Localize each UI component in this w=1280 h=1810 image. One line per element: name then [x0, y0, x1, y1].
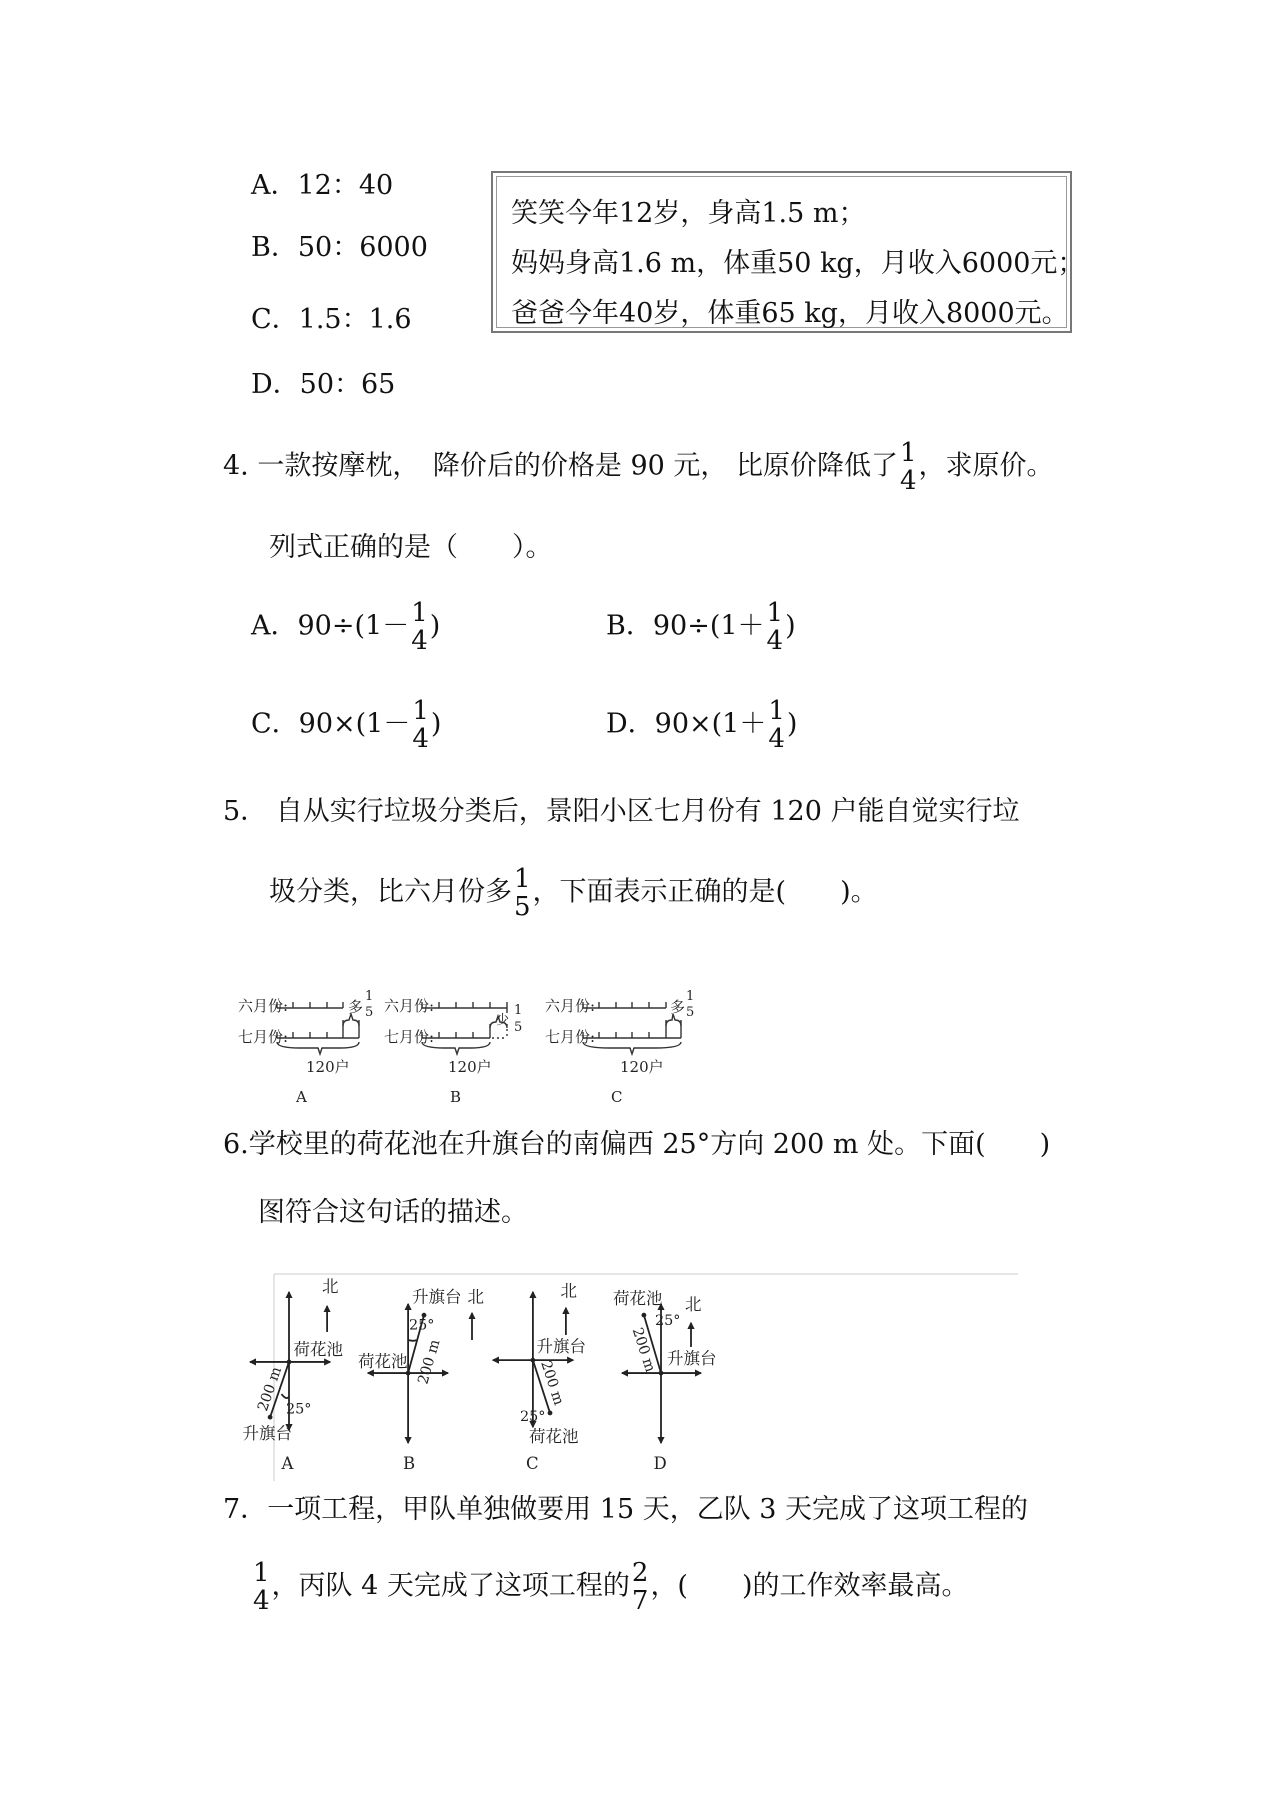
q3-option-b: B．50：6000 — [251, 232, 428, 263]
flag-label: 升旗台 — [536, 1337, 586, 1357]
july-label: 七月份: — [384, 1028, 435, 1046]
frac-den: 5 — [686, 1005, 695, 1020]
option-letter: C — [526, 1454, 539, 1474]
q5-diagram-c — [583, 1002, 681, 1054]
info-line: 爸爸今年40岁，体重65 kg，月收入8000元。 — [511, 298, 1069, 329]
july-label: 七月份: — [545, 1028, 596, 1046]
distance-label: 200 m — [537, 1358, 567, 1408]
option-letter: B — [450, 1088, 462, 1106]
q4-line2: 列式正确的是（ ）。 — [269, 532, 553, 563]
option-letter: D — [653, 1454, 667, 1474]
frac-num: 1 — [514, 1003, 523, 1018]
q6-line2: 图符合这句话的描述。 — [258, 1197, 528, 1228]
less-label: 少 — [496, 1013, 510, 1028]
q7-line1: 7．一项工程，甲队单独做要用 15 天，乙队 3 天完成了这项工程的 — [223, 1494, 1029, 1525]
q7-line2: 1 4 ，丙队 4 天完成了这项工程的 2 7 ，( )的工作效率最高。 — [253, 1558, 969, 1616]
q4-option-b: B．90÷(1＋ 1 4 ) — [606, 598, 796, 656]
more-label: 多 — [670, 998, 686, 1016]
frac-den: 5 — [365, 1005, 374, 1020]
q6-diagrams — [220, 1250, 1120, 1500]
north-label: 北 — [467, 1287, 484, 1307]
june-label: 六月份: — [238, 997, 289, 1015]
pond-label: 荷花池 — [529, 1427, 579, 1447]
fraction: 1 4 — [899, 438, 917, 496]
distance-label: 200 m — [255, 1364, 286, 1414]
flag-label: 升旗台 — [242, 1424, 292, 1444]
q3-option-d: D．50：65 — [251, 369, 396, 400]
q4-text-end: ，求原价。 — [918, 450, 1054, 482]
q3-info-box — [491, 171, 1085, 333]
frac-num: 1 — [365, 989, 374, 1004]
q3-option-a: A．12：40 — [251, 170, 394, 201]
flag-label: 升旗台 — [667, 1349, 717, 1369]
option-letter: C — [611, 1088, 623, 1106]
total-label: 120户 — [306, 1058, 350, 1076]
more-label: 多 — [348, 998, 364, 1016]
north-label: 北 — [560, 1281, 577, 1301]
question-number: 4. — [223, 450, 249, 482]
frac-den: 5 — [514, 1020, 523, 1035]
q5-diagram-set — [200, 960, 1100, 1120]
q4-option-d: D．90×(1＋ 1 4 ) — [606, 696, 798, 754]
july-label: 七月份: — [238, 1028, 289, 1046]
q5-line2: 圾分类，比六月份多 1 5 ，下面表示正确的是( )。 — [269, 864, 878, 922]
q4-option-c: C．90×(1－ 1 4 ) — [251, 696, 442, 754]
q3-option-c: C．1.5：1.6 — [251, 304, 412, 335]
distance-label: 200 m — [628, 1325, 659, 1375]
angle-label: 25° — [520, 1409, 546, 1426]
north-label: 北 — [322, 1277, 339, 1297]
pond-label: 荷花池 — [358, 1352, 408, 1372]
june-label: 六月份: — [384, 997, 435, 1015]
q5-diagram-b — [422, 1002, 510, 1054]
q5-diagram-a — [277, 1002, 359, 1054]
june-label: 六月份: — [545, 997, 596, 1015]
total-label: 120户 — [620, 1058, 664, 1076]
option-letter: A — [296, 1088, 307, 1106]
pond-label: 荷花池 — [613, 1289, 663, 1309]
option-letter: B — [403, 1454, 416, 1474]
q5-line1: 5． 自从实行垃圾分类后，景阳小区七月份有 120 户能自觉实行垃 — [223, 796, 1020, 827]
angle-label: 25° — [286, 1401, 312, 1418]
flag-label: 升旗台 — [412, 1287, 462, 1307]
q4-question — [223, 440, 1054, 494]
frac-num: 1 — [686, 989, 695, 1004]
north-label: 北 — [685, 1295, 702, 1315]
q4-option-a: A．90÷(1－ 1 4 ) — [251, 598, 441, 656]
angle-label: 25° — [655, 1313, 681, 1330]
option-letter: A — [281, 1454, 294, 1474]
info-line: 妈妈身高1.6 m，体重50 kg，月收入6000元； — [511, 248, 1085, 279]
distance-label: 200 m — [415, 1337, 444, 1387]
total-label: 120户 — [448, 1058, 492, 1076]
q4-text: 一款按摩枕， 降价后的价格是 90 元， 比原价降低了 — [257, 450, 898, 482]
angle-label: 25° — [409, 1317, 435, 1334]
info-line: 笑笑今年12岁，身高1.5 m； — [511, 198, 866, 229]
q6-line1: 6.学校里的荷花池在升旗台的南偏西 25°方向 200 m 处。下面( ) — [223, 1129, 1051, 1160]
pond-label: 荷花池 — [293, 1340, 343, 1360]
